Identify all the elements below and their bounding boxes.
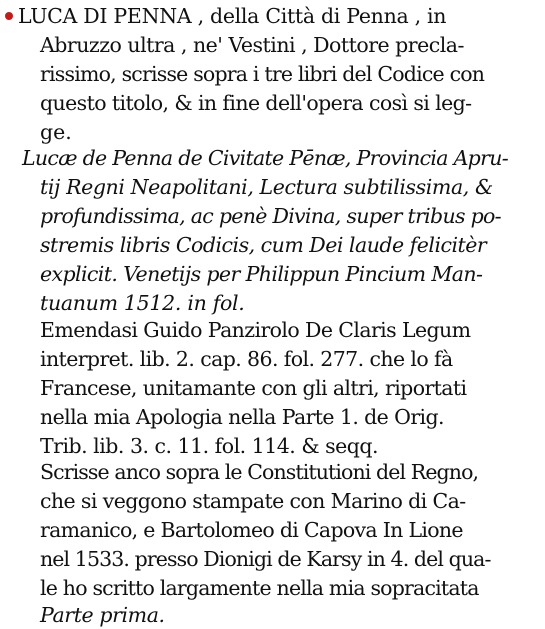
bullet-marker: [5, 12, 13, 20]
text-line: interpret. lib. 2. cap. 86. fol. 277. che lo fà: [40, 347, 453, 371]
text-line: Parte prima.: [40, 603, 165, 627]
text-line: nella mia Apologia nella Parte 1. de Orig.: [40, 405, 444, 429]
text-line: stremis libris Codicis, cum Dei laude felicitèr: [40, 233, 487, 257]
text-line: che si veggono stampate con Marino di Ca-: [40, 489, 466, 513]
text-line: Lucæ de Penna de Civitate Pēnæ, Provincia Apru-: [22, 146, 508, 170]
text-line: explicit. Venetijs per Philippun Pincium Man-: [40, 262, 483, 286]
text-line: le ho scritto largamente nella mia sopracitata: [40, 576, 479, 600]
text-line: tij Regni Neapolitani, Lectura subtilissima, &: [40, 175, 493, 199]
text-line: Emendasi Guido Panzirolo De Claris Legum: [40, 318, 471, 342]
text-line: nel 1533. presso Dionigi de Karsy in 4. del qua-: [40, 547, 491, 571]
text-line: ge.: [40, 120, 72, 144]
text-line: ramanico, e Bartolomeo di Capova In Lione: [40, 518, 463, 542]
text-line: Abruzzo ultra , ne' Vestini , Dottore precla-: [40, 33, 464, 57]
text-line: questo titolo, & in fine dell'opera così si leg-: [40, 91, 472, 115]
text-line: rissimo, scrisse sopra i tre libri del Codice con: [40, 62, 485, 86]
text-line: Trib. lib. 3. c. 11. fol. 114. & seqq.: [40, 434, 379, 458]
text-line: tuanum 1512. in fol.: [40, 291, 245, 315]
text-line: LUCA DI PENNA , della Città di Penna , in: [18, 4, 447, 28]
text-line: Scrisse anco sopra le Constitutioni del Regno,: [40, 460, 479, 484]
text-line: Francese, unitamante con gli altri, riportati: [40, 376, 467, 400]
text-line: profundissima, ac penè Divina, super tribus po-: [40, 204, 501, 228]
